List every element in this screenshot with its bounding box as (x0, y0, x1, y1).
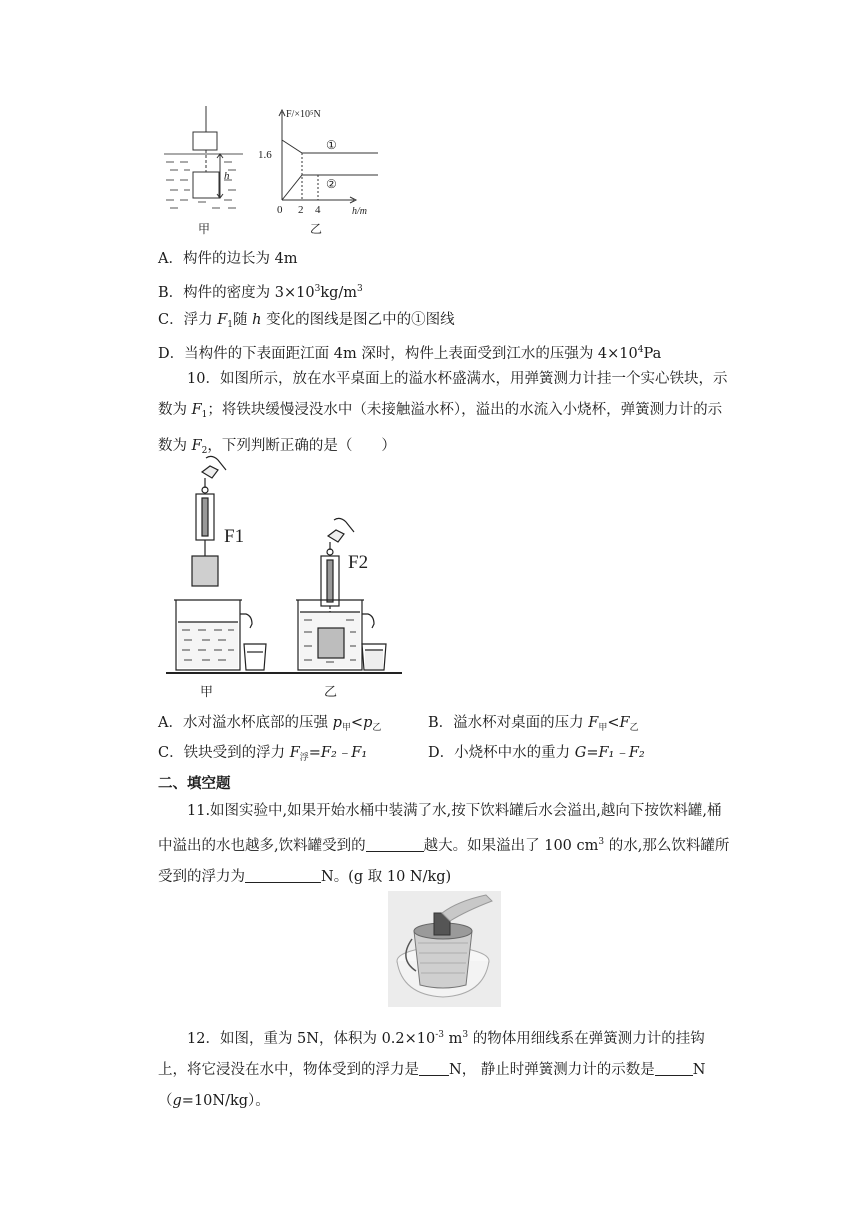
q9-figure-jia (164, 106, 243, 208)
q9-option-c-var2: h (252, 312, 262, 328)
q11-part3: 的水,那么饮料罐所受到的浮力为 (158, 838, 730, 885)
q10-stem-part2: ；将铁块缓慢浸没水中（未接触溢水杯），溢出的水流入小烧杯，弹簧测力计的示数为 (158, 402, 723, 454)
q12-part6: =10N/kg）。 (181, 1093, 270, 1109)
q10-option-b (428, 713, 639, 738)
q11-blank-2[interactable] (245, 866, 321, 883)
q12-g: g (172, 1093, 182, 1109)
q10-option-a-s2: 乙 (372, 723, 382, 733)
q12-part5: N（ (158, 1062, 706, 1109)
q10-option-c-s1: 浮 (299, 753, 309, 763)
q10-option-d (428, 743, 645, 763)
q9-x-tick-0: 0 (277, 204, 283, 216)
q9-option-b-pre: B．构件的密度为 3×10 (158, 285, 315, 301)
q12-part3: 的物体用细线系在弹簧测力计的挂钩上，将它浸没在水中，物体受到的浮力是 (158, 1031, 705, 1078)
q10-f2: F (191, 438, 202, 454)
q12-stem (158, 1020, 733, 1117)
q10-option-a-s1: 甲 (341, 723, 351, 733)
q9-label-yi: 乙 (310, 222, 323, 236)
q10-option-a-op: < (350, 715, 364, 731)
q12-sup1: -3 (435, 1030, 445, 1040)
q11-part1: 11.如图实验中,如果开始水桶中装满了水,按下饮料罐后水会溢出,越向下按饮料罐,桶中溢出的水也越多,饮料罐受到的 (158, 803, 722, 854)
q11-part4: N。(g 取 10 N/kg) (321, 869, 452, 885)
q9-option-d-pre: D．当构件的下表面距江面 4m 深时，构件上表面受到江水的压强为 4×10 (158, 346, 638, 362)
q9-curve1-label: ① (326, 138, 337, 152)
q10-option-d-v1: G (574, 745, 587, 761)
q9-figure (158, 100, 398, 240)
q10-option-c-rest: =F₂﹣F₁ (308, 745, 368, 761)
q10-stem-part3: ，下列判断正确的是（ ） (207, 438, 396, 454)
q9-option-b-sup2: 3 (357, 284, 363, 294)
q10-f1-sub: 1 (201, 410, 208, 420)
q9-x-tick-2: 2 (298, 204, 304, 216)
q11-photo (388, 891, 501, 1007)
q10-fig-label-yi: 乙 (324, 684, 338, 699)
q9-option-b (158, 279, 363, 303)
q9-x-tick-4: 4 (315, 204, 321, 216)
q9-option-b-post: kg/m (320, 285, 358, 301)
q10-stem-part1: 10．如图所示，放在水平桌面上的溢水杯盛满水，用弹簧测力计挂一个实心铁块，示数为 (158, 371, 728, 418)
q9-option-d (158, 340, 661, 364)
q10-option-d-rest: =F₁﹣F₂ (586, 745, 645, 761)
q10-option-a-pre: A．水对溢水杯底部的压强 (158, 715, 333, 731)
q10-f1: F (191, 402, 202, 418)
q10-option-b-v1: F (588, 715, 599, 731)
q12-blank-1[interactable] (419, 1059, 449, 1076)
q9-curve2-label: ② (326, 177, 337, 191)
q12-blank-2[interactable] (655, 1059, 693, 1076)
q9-h-label: h (224, 170, 230, 182)
q11-stem (158, 796, 733, 893)
q10-fig-label-f2: F2 (348, 552, 369, 573)
q12-sup2: 3 (462, 1030, 469, 1040)
q11-part2: 越大。如果溢出了 100 cm (423, 838, 599, 854)
q10-option-a-v1: p (332, 715, 342, 731)
q10-option-b-s1: 甲 (598, 723, 608, 733)
q10-option-a-v2: p (363, 715, 373, 731)
q9-y-axis-label: F/×10⁵N (286, 109, 321, 120)
q9-option-a (158, 249, 298, 269)
q9-label-jia: 甲 (198, 222, 211, 236)
q10-fig-label-f1: F1 (224, 526, 245, 547)
q10-option-b-op: < (607, 715, 620, 731)
q11-sup: 3 (598, 837, 605, 847)
q10-option-c-v1: F (289, 745, 300, 761)
q9-x-axis-label: h/m (352, 206, 367, 217)
q12-part2: m (444, 1031, 463, 1047)
q9-option-c-post2: 变化的图线是图乙中的①图线 (261, 312, 455, 328)
q9-y-tick: 1.6 (258, 149, 272, 161)
q10-f2-sub: 2 (201, 446, 208, 456)
q10-option-c (158, 743, 367, 768)
section-fill-in-title: 二、填空题 (158, 776, 231, 792)
q10-fig-label-jia: 甲 (200, 684, 214, 699)
q9-option-c-pre: C．浮力 (158, 312, 218, 328)
q10-option-b-v2: F (619, 715, 630, 731)
q10-option-c-pre: C．铁块受到的浮力 (158, 745, 290, 761)
q10-figure (158, 452, 408, 702)
q10-option-b-s2: 乙 (629, 723, 639, 733)
q11-blank-1[interactable] (366, 835, 424, 852)
q9-option-d-sup: 4 (637, 345, 644, 355)
q9-option-a-text: A．构件的边长为 4m (158, 251, 298, 267)
q9-option-c-post: 随 (233, 312, 253, 328)
q10-option-d-pre: D．小烧杯中水的重力 (428, 745, 575, 761)
q9-option-c (158, 310, 455, 335)
q9-option-b-sup: 3 (314, 284, 321, 294)
q9-option-c-var: F (217, 312, 228, 328)
q10-option-a (158, 713, 381, 738)
q10-option-b-pre: B．溢水杯对桌面的压力 (428, 715, 589, 731)
q9-option-d-post: Pa (643, 346, 662, 362)
q12-part4: N， 静止时弹簧测力计的示数是 (449, 1062, 655, 1078)
q9-option-c-sub: 1 (227, 320, 234, 330)
q12-part1: 12．如图，重为 5N，体积为 0.2×10 (187, 1031, 436, 1047)
